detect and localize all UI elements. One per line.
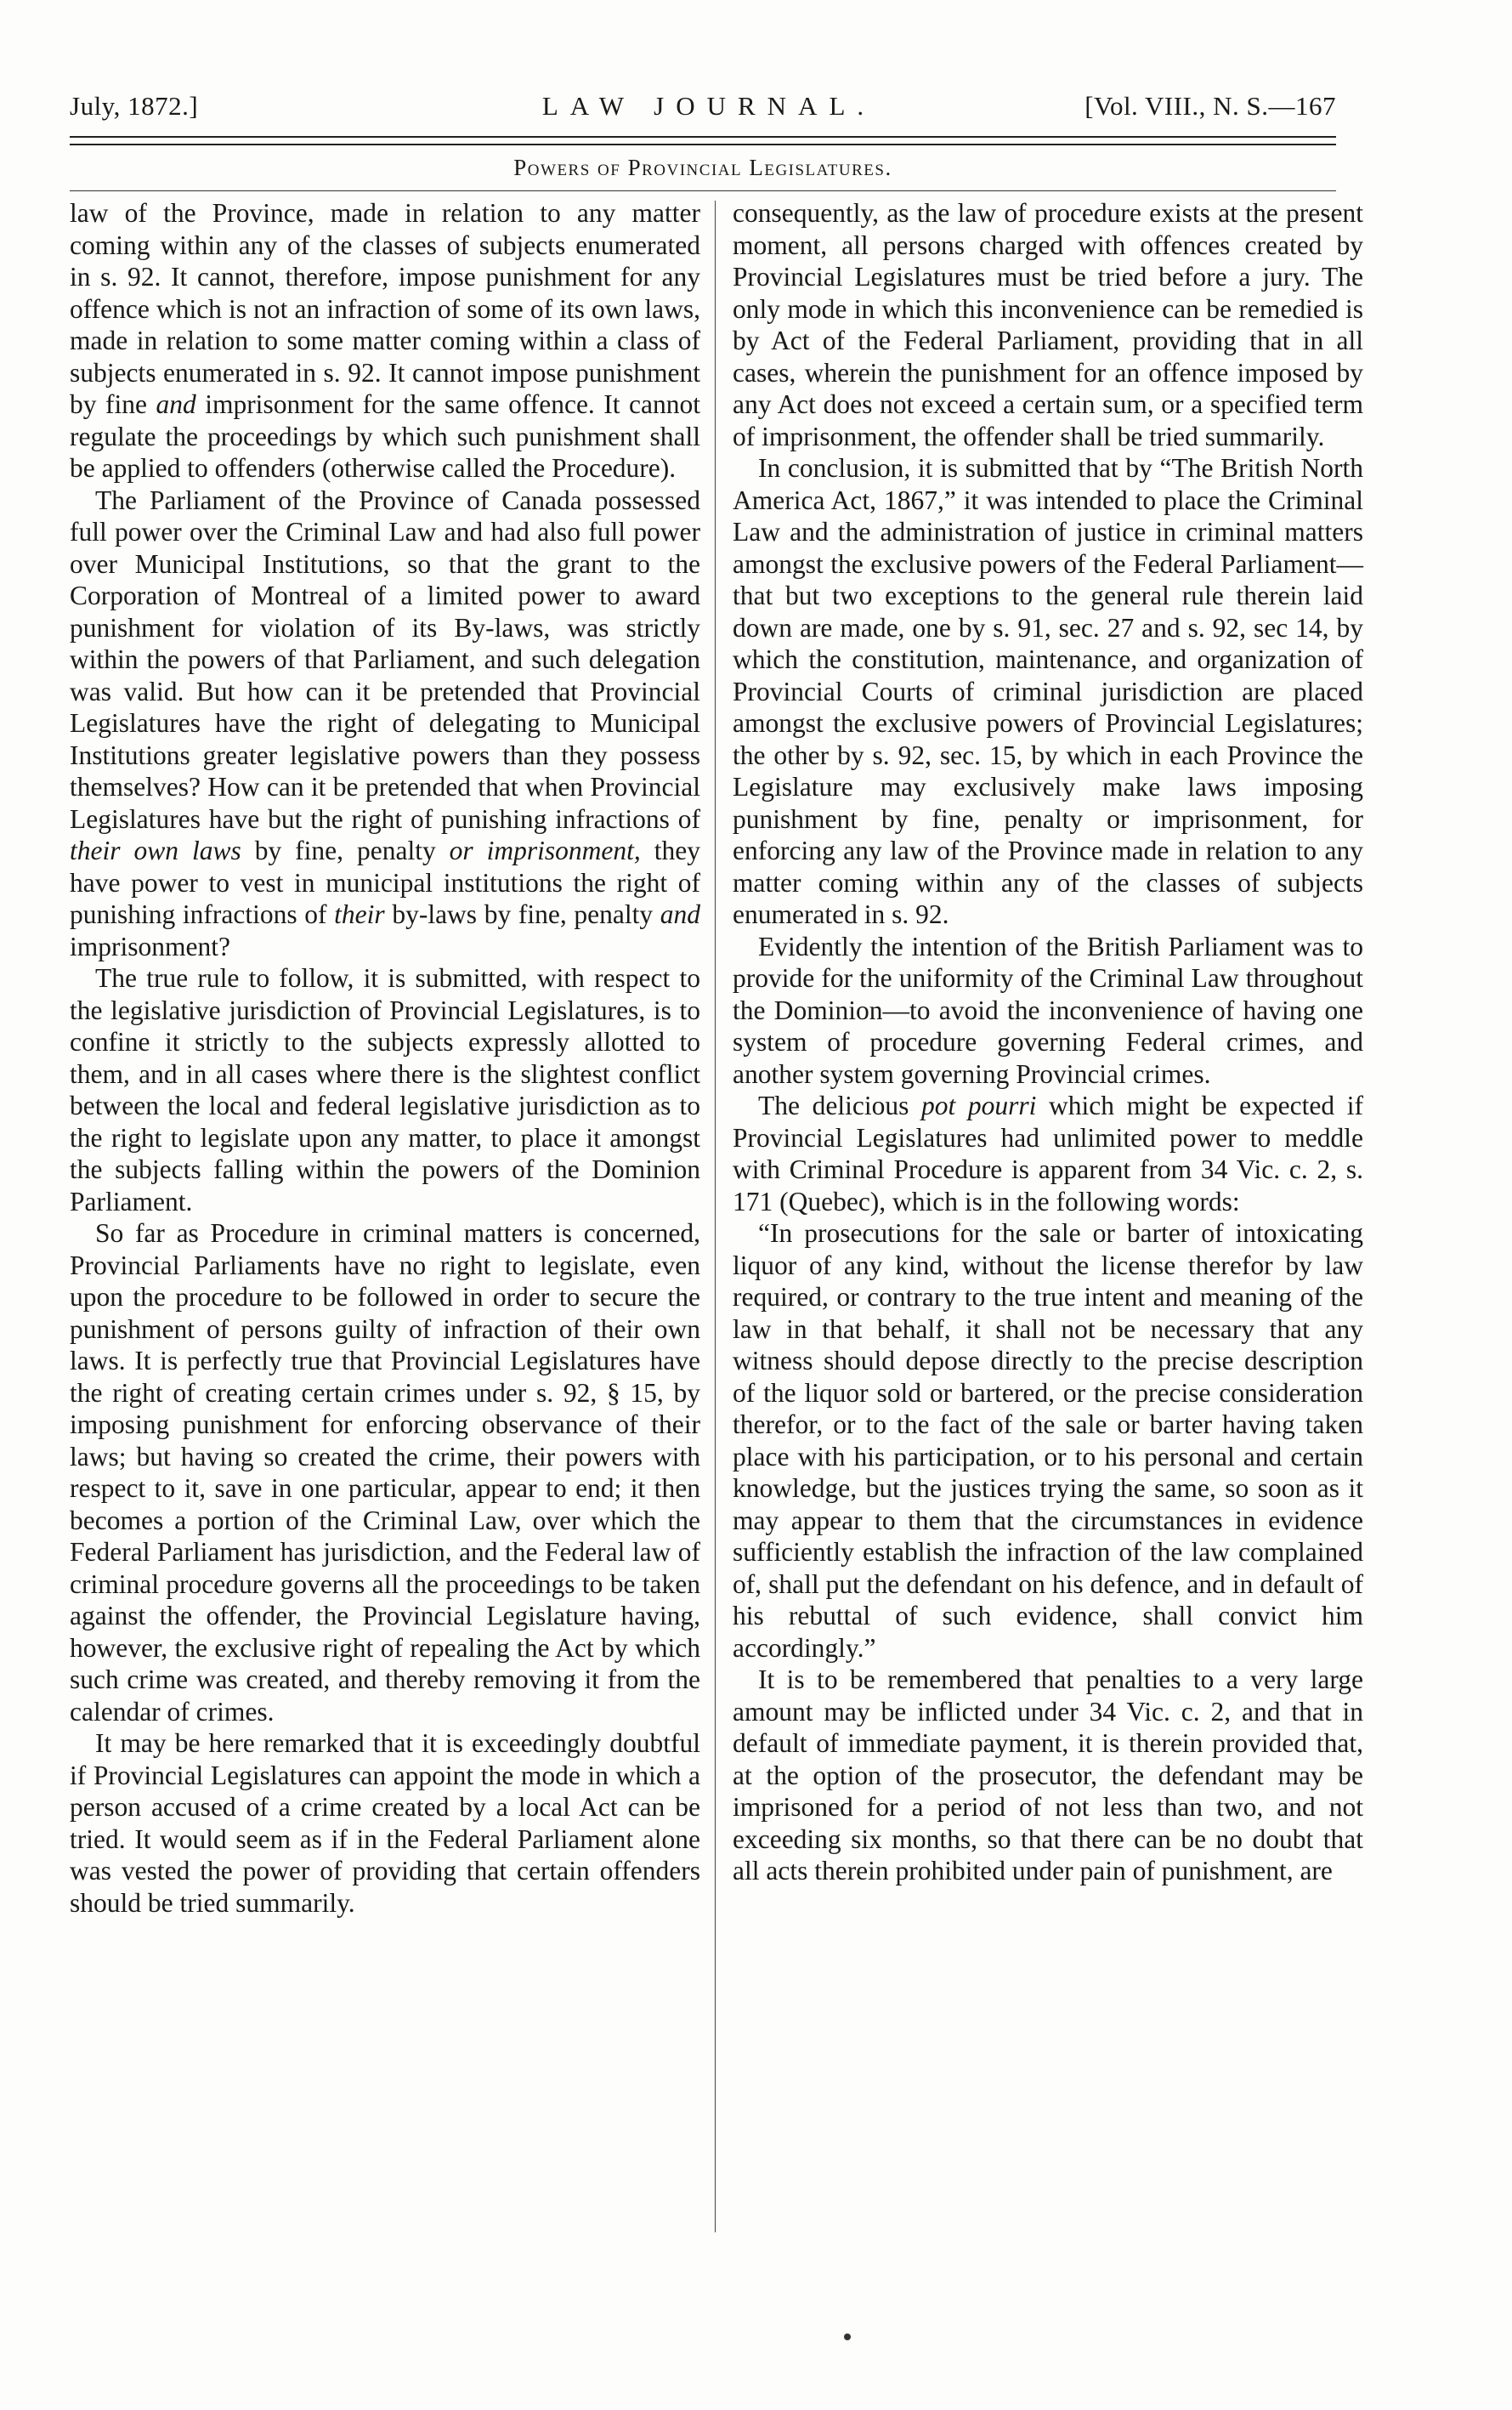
paragraph (70, 485, 700, 963)
text-run: law of the Province, made in relation to any matter coming within any of the classes of subjects enumerated in s. 92. It cannot, therefore, impose punishment for any offence which is not an infraction of some of its own laws, made in relation to some matter coming within a class of subjects enumerated in s. 92. It cannot impose punishment by fine (70, 198, 700, 419)
paragraph: It is to be remembered that penalties to a very large amount may be inflicted under 34 Vic. c. 2, and that in default of immediate payment, it is therein provided that, at the option of the prosecutor, the defendant may be imprisoned for a period of not less than two, and not exceeding six months, so that there can be no doubt that all acts therein prohibited under pain of punishment, are (733, 1664, 1363, 1885)
paragraph: It may be here remarked that it is exceedingly doubtful if Provincial Legislatures can appoint the mode in which a person accused of a crime created by a local Act can be tried. It would seem as if in the Federal Parliament alone was vested the power of providing that certain offenders should be tried summarily. (70, 1728, 700, 1918)
paragraph (70, 197, 700, 485)
page-dot-mark (844, 2333, 851, 2340)
text-run: imprisonment for the same offence. It cannot regulate the proceedings by which such punishment shall be applied to offenders (otherwise called the Procedure). (70, 389, 700, 483)
journal-title: LAW JOURNAL. (541, 91, 876, 121)
header-double-rule (70, 136, 1336, 145)
paragraph: consequently, as the law of procedure exists at the present moment, all persons charged with offences created by Provincial Legislatures must be tried before a jury. The only mode in which this inconvenience can be remedied is by Act of the Federal Parliament, providing that in all cases, wherein the punishment for an offence imposed by any Act does not exceed a certain sum, or a specified term of imprisonment, the offender shall be tried summarily. (733, 198, 1363, 451)
italic-text: their (334, 899, 385, 929)
block-quote: “In prosecutions for the sale or barter of intoxicating liquor of any kind, without the license therefor by law required, or contrary to the true intent and meaning of the law in that behalf, it shall not be necessary that any witness should depose directly to the precise description of the liquor sold or bartered, or the precise consideration therefor, or to the fact of the sale or barter having taken place with his participation, or to his personal and certain knowledge, but the justices trying the same, so soon as it may appear to them that the circumstances in evidence sufficiently establish the infraction of the law complained of, shall put the defendant on his defence, and in default of his rebuttal of such evidence, shall convict him accordingly.” (733, 1218, 1363, 1663)
text-run: The delicious (758, 1091, 921, 1120)
italic-text: and (660, 899, 700, 929)
section-title: Powers of Provincial Legislatures. (513, 155, 892, 180)
italic-text: pot pourri (920, 1091, 1037, 1120)
text-run: which might be expected if Provincial Legislatures had unlimited power to meddle with Criminal Procedure is apparent from 34 Vic. c. 2, s. 171 (Quebec), which is in the following words: (733, 1091, 1363, 1216)
issue-date: July, 1872.] (70, 91, 199, 121)
volume-page-number: [Vol. VIII., N. S.—167 (1084, 91, 1336, 121)
paragraph: In conclusion, it is submitted that by “The British North America Act, 1867,” it was intended to place the Criminal Law and the administration of justice in criminal matters amongst the exclusive powers of the Federal Parliament—that but two exceptions to the general rule therein laid down are made, one by s. 91, sec. 27 and s. 92, sec 14, by which the constitution, maintenance, and organization of Provincial Courts of criminal jurisdiction are placed amongst the exclusive powers of Provincial Legislatures; the other by s. 92, sec. 15, by which in each Province the Legislature may exclusively make laws imposing punishment by fine, penalty or imprisonment, for enforcing any law of the Province made in relation to any matter coming within any of the classes of subjects enumerated in s. 92. (733, 453, 1363, 929)
text-run: The Parliament of the Province of Canada possessed full power over the Criminal Law and had also full power over Municipal Institutions, so that the grant to the Corporation of Montreal of a limited power to award punishment for violation of its By-laws, was strictly within the powers of that Parliament, and such delegation was valid. But how can it be pretended that Provincial Legislatures have the right of delegating to Municipal Institutions greater legislative powers than they possess themselves? How can it be pretended that when Provincial Legislatures have but the right of punishing infractions of (70, 485, 700, 834)
italic-text: their own laws (70, 836, 241, 865)
italic-text: or imprisonment, (449, 836, 641, 865)
paragraph (733, 1090, 1363, 1217)
text-run: by-laws by fine, penalty (384, 899, 660, 929)
left-column (70, 197, 700, 1919)
paragraph: So far as Procedure in criminal matters is concerned, Provincial Parliaments have no right to legislate, even upon the procedure to be followed in order to secure the punishment of persons guilty of infraction of their own laws. It is perfectly true that Provincial Legislatures have the right of creating certain crimes under s. 92, § 15, by imposing punishment for enforcing observance of their laws; but having so created the crime, their powers with respect to it, save in one particular, appear to end; it then becomes a portion of the Criminal Law, over which the Federal Parliament has jurisdiction, and the Federal law of criminal procedure governs all the proceedings to be taken against the offender, the Provincial Legislature having, however, the exclusive right of repealing the Act by which such crime was created, and thereby removing it from the calendar of crimes. (70, 1218, 700, 1727)
text-run: by fine, penalty (241, 836, 450, 865)
running-head (70, 85, 1336, 128)
text-run: imprisonment? (70, 931, 230, 961)
text-run: they have power to vest in municipal institutions the right of punishing infractions of (70, 836, 700, 929)
section-title-rule (70, 190, 1336, 191)
column-divider (715, 201, 716, 2232)
paragraph: Evidently the intention of the British Parliament was to provide for the uniformity of the Criminal Law throughout the Dominion—to avoid the inconvenience of having one system of procedure governing Federal crimes, and another system governing Provincial crimes. (733, 931, 1363, 1089)
italic-text: and (156, 389, 196, 419)
paragraph: The true rule to follow, it is submitted, with respect to the legislative jurisdiction of Provincial Legislatures, is to confine it strictly to the subjects expressly allotted to them, and in all cases where there is the slightest conflict between the local and federal legislative jurisdiction as to the right to legislate upon any matter, to place it amongst the subjects falling within the powers of the Dominion Parliament. (70, 963, 700, 1216)
right-column (733, 197, 1363, 1887)
